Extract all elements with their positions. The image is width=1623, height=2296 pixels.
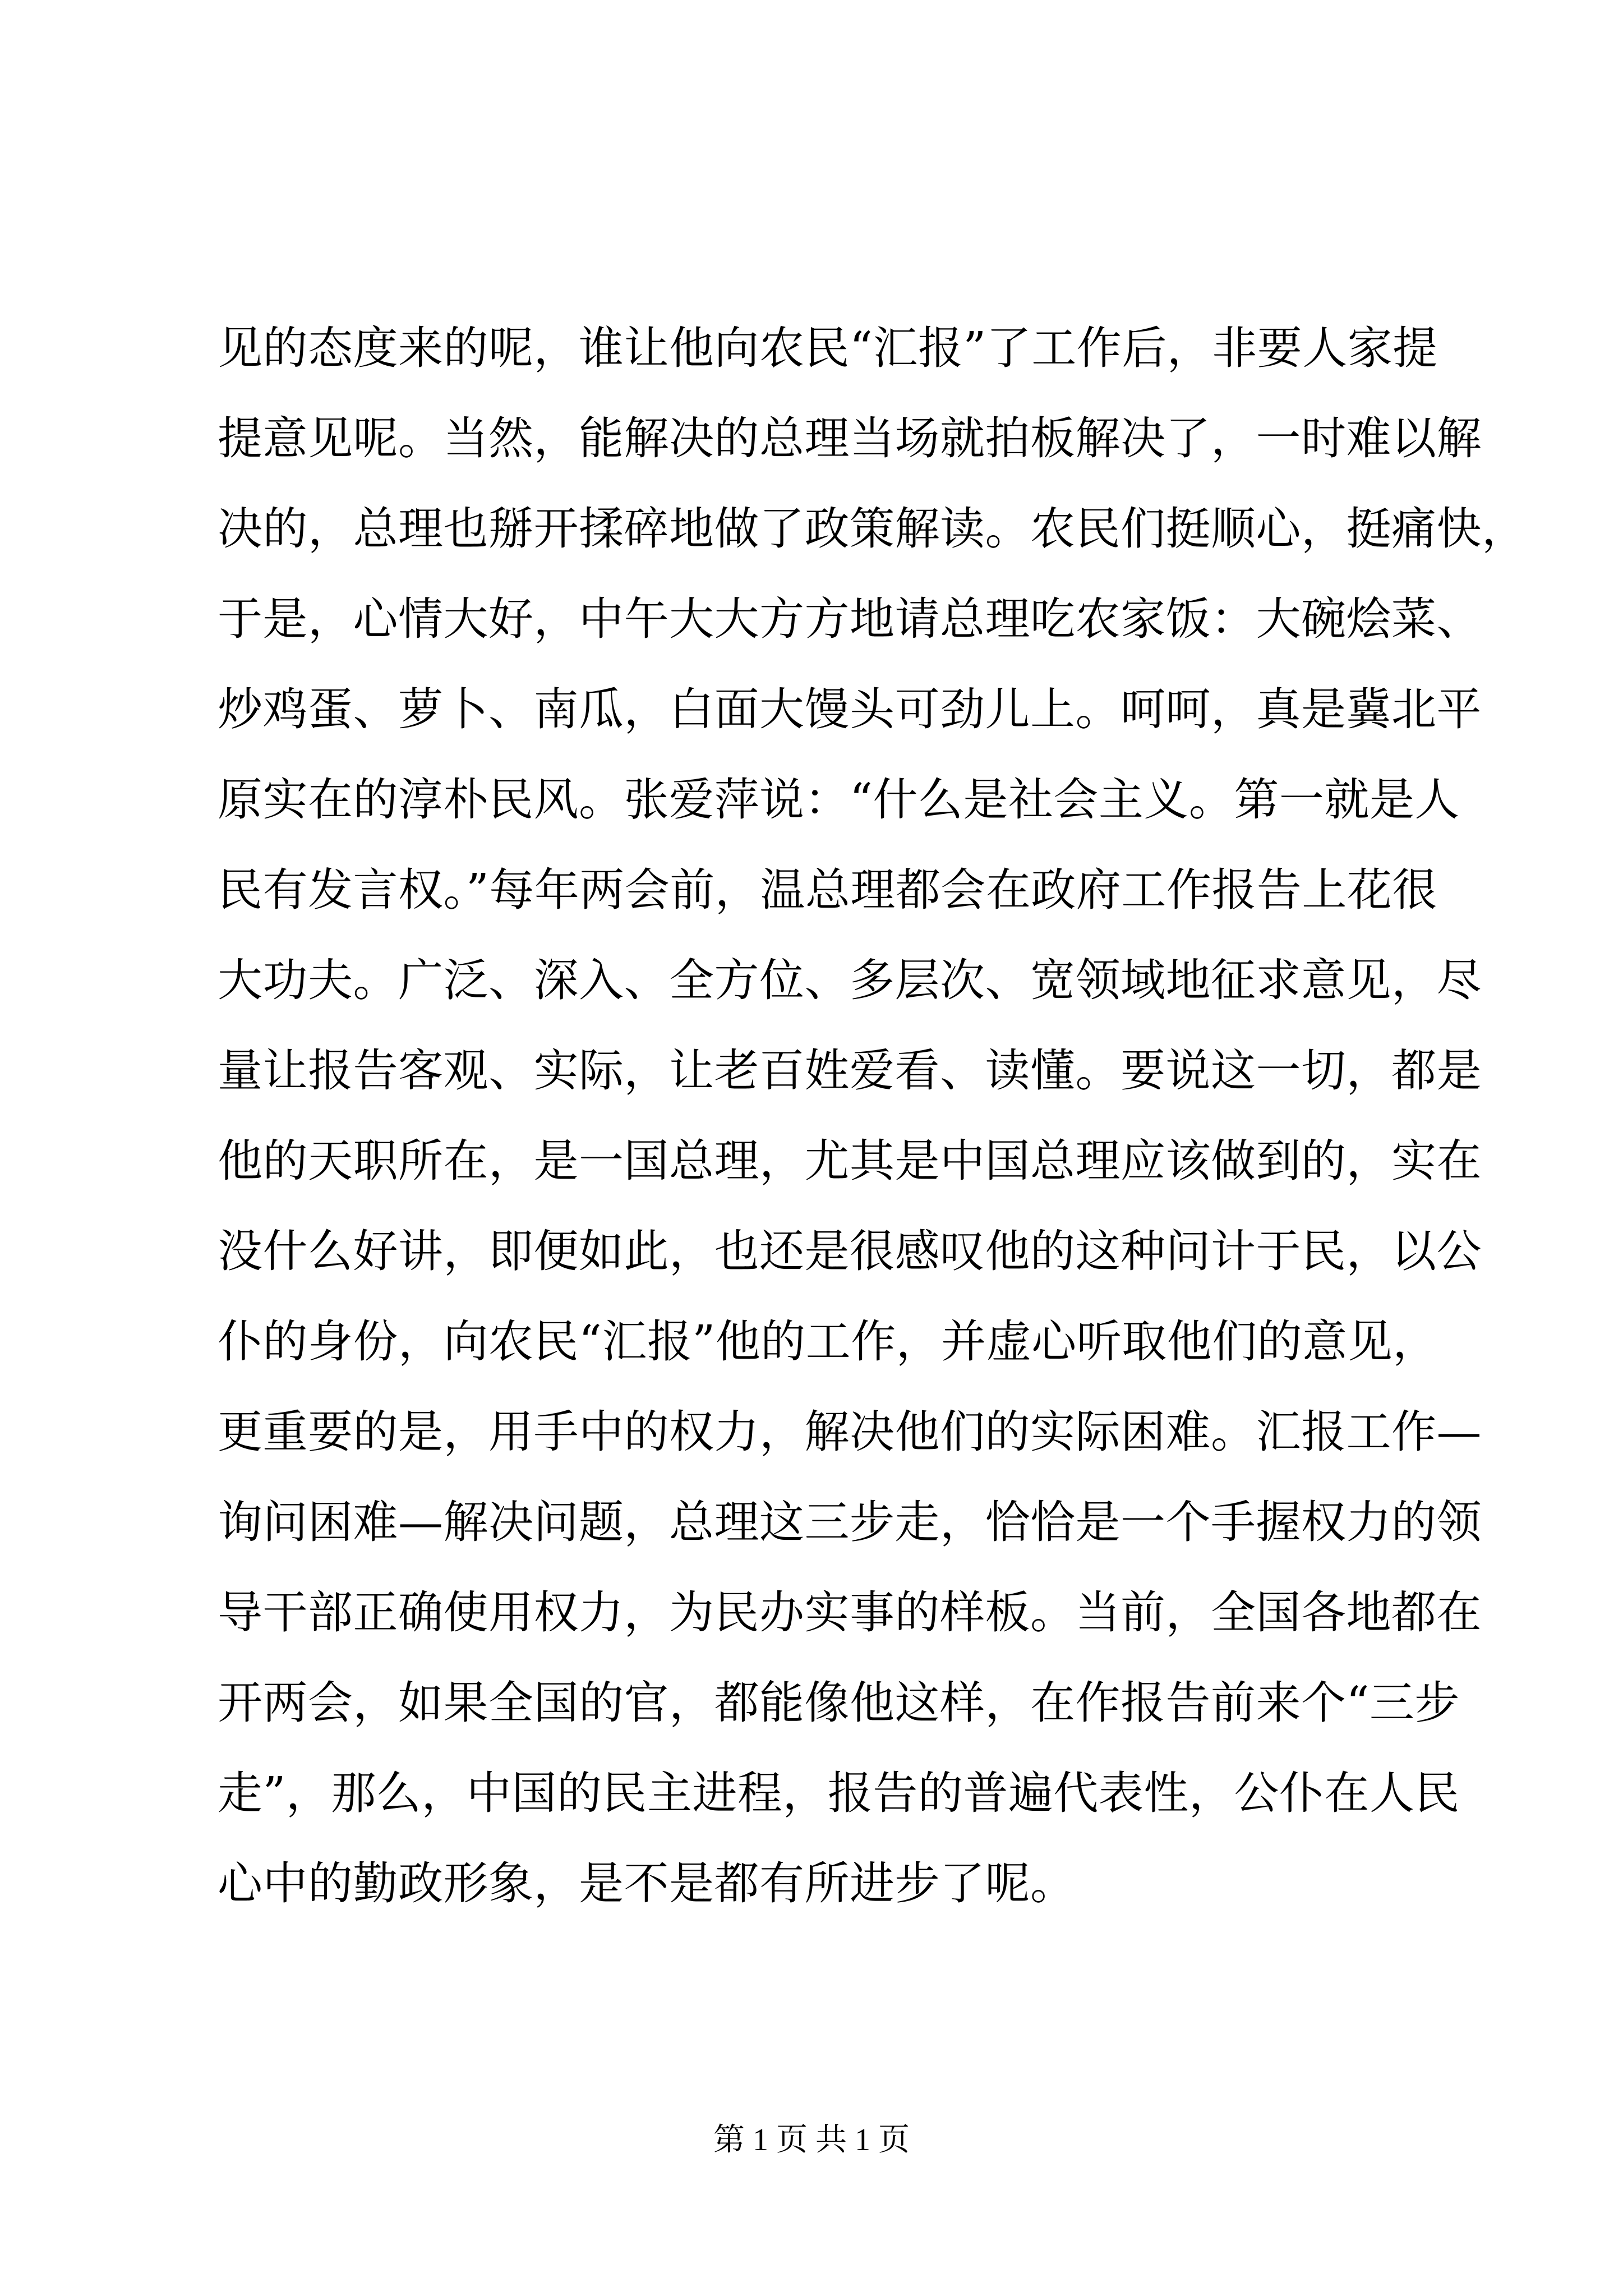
text-line: 原实在的淳朴民风。张爱萍说：“什么是社会主义。第一就是人 [218,774,1460,826]
text-line: 民有发言权。”每年两会前，温总理都会在政府工作报告上花很 [218,864,1437,916]
text-line: 开两会，如果全国的官，都能像他这样，在作报告前来个“三步 [218,1677,1460,1729]
text-line: 导干部正确使用权力，为民办实事的样板。当前，全国各地都在 [218,1586,1482,1639]
text-line: 没什么好讲，即便如此，也还是很感叹他的这种问计于民，以公 [218,1225,1482,1277]
text-line: 大功夫。广泛、深入、全方位、多层次、宽领域地征求意见，尽 [218,954,1482,1006]
text-line: 他的天职所在，是一国总理，尤其是中国总理应该做到的，实在 [218,1135,1482,1187]
body-paragraph [218,303,1527,1929]
page-footer [0,2120,1623,2160]
text-line: 询问困难—解决问题，总理这三步走，恰恰是一个手握权力的领 [218,1496,1482,1548]
text-line: 提意见呢。当然，能解决的总理当场就拍板解决了，一时难以解 [218,412,1482,464]
text-line: 更重要的是，用手中的权力，解决他们的实际困难。汇报工作— [218,1406,1482,1458]
text-line: 决的，总理也掰开揉碎地做了政策解读。农民们挺顺心，挺痛快， [218,503,1527,555]
text-line: 仆的身份，向农民“汇报”他的工作，并虚心听取他们的意见， [218,1315,1438,1368]
text-line: 心中的勤政形象，是不是都有所进步了呢。 [218,1857,1076,1910]
page-number-label: 第 1 页 共 1 页 [713,2123,910,2157]
text-line: 见的态度来的呢，谁让他向农民“汇报”了工作后，非要人家提 [218,322,1438,374]
text-line: 炒鸡蛋、萝卜、南瓜，白面大馒头可劲儿上。呵呵，真是冀北平 [218,683,1482,735]
text-line: 走”，那么，中国的民主进程，报告的普遍代表性，公仆在人民 [218,1767,1460,1819]
text-line: 于是，心情大好，中午大大方方地请总理吃农家饭：大碗烩菜、 [218,593,1482,645]
text-line: 量让报告客观、实际，让老百姓爱看、读懂。要说这一切，都是 [218,1045,1482,1097]
